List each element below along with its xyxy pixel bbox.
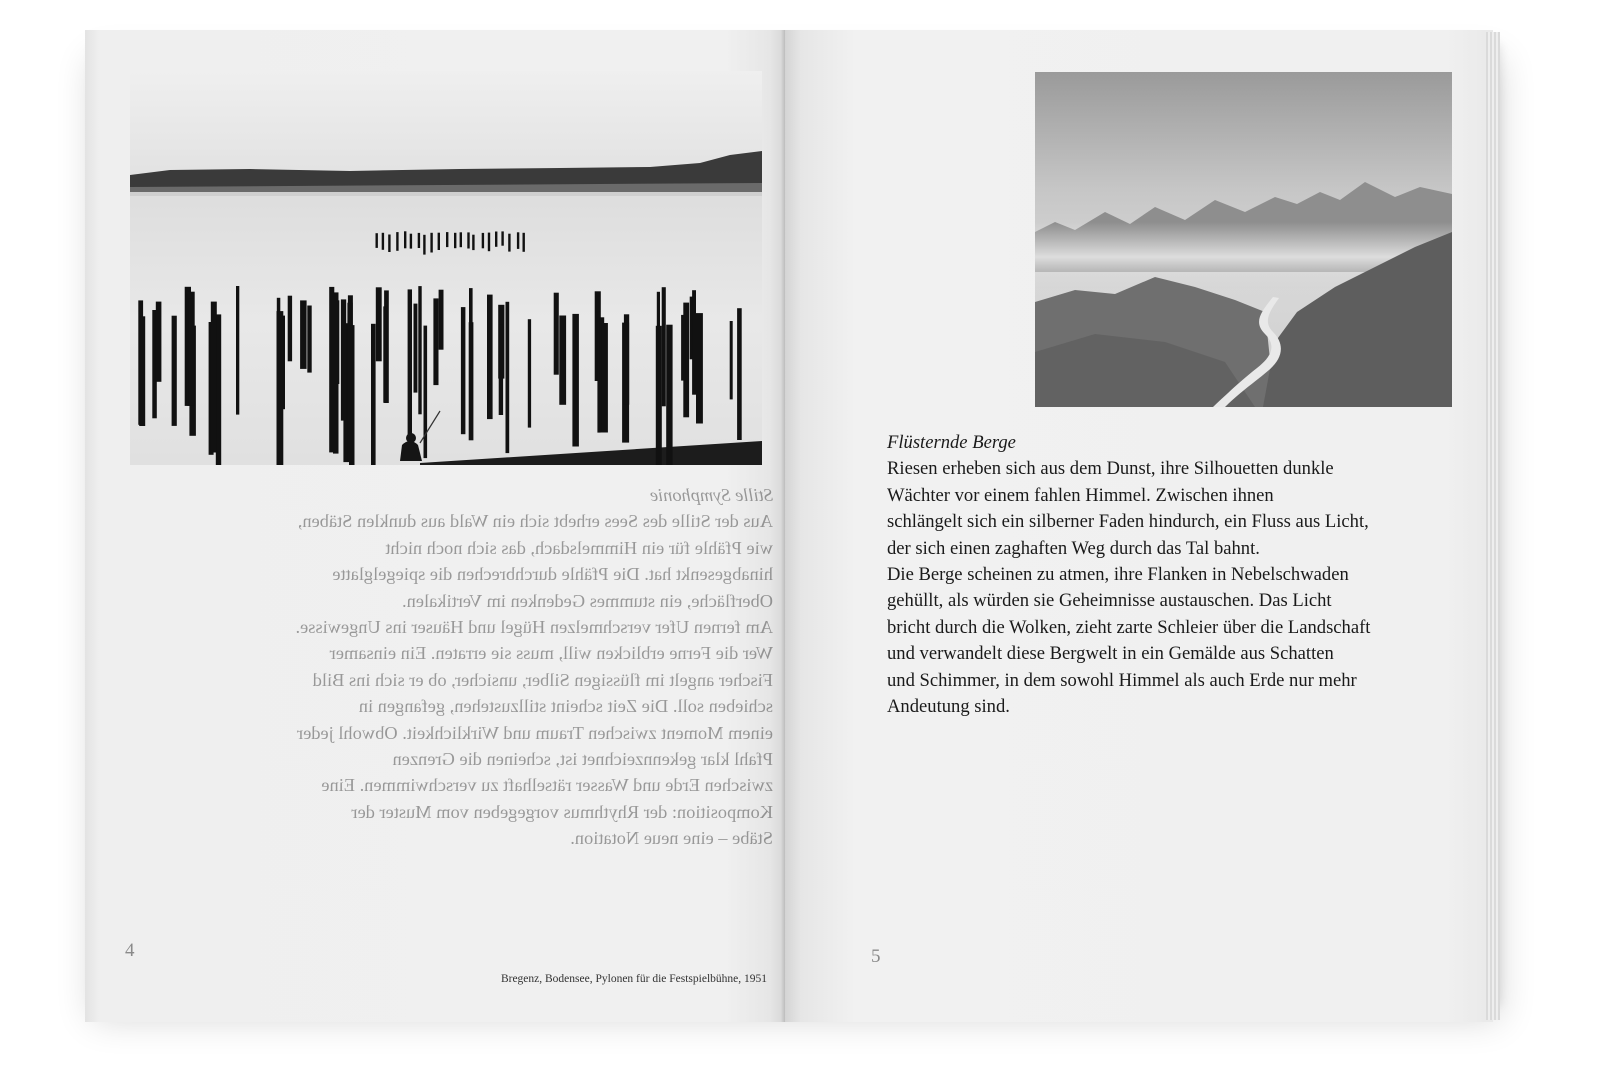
pylon — [439, 290, 444, 350]
pylon — [438, 233, 440, 250]
show-through-line: schieben soll. Die Zeit scheint stillzustehen, gefangen in — [358, 696, 773, 717]
show-through-line: wie Pfähle für ein Himmelsdach, das sich noch nicht — [385, 537, 773, 558]
pylon — [499, 325, 503, 415]
pylon — [172, 316, 177, 426]
pylon — [517, 232, 519, 249]
pylon — [156, 302, 162, 382]
pylon — [681, 315, 686, 381]
pylon — [572, 314, 579, 447]
pylon — [307, 306, 311, 373]
mountain-valley-photo — [1035, 72, 1452, 407]
pylon — [662, 287, 666, 406]
pylon — [495, 232, 497, 247]
pylon — [523, 233, 525, 252]
pylon — [506, 302, 510, 453]
pylon — [696, 313, 703, 423]
show-through-line: Oberfläche, ein stummes Gedenken im Vertikalen. — [402, 590, 773, 611]
page-number-left: 4 — [125, 940, 135, 961]
show-through-line: Aus der Stille des Sees erhebt sich ein Wald aus dunklen Stäben, — [297, 511, 773, 532]
pylon — [211, 302, 217, 453]
pylon — [418, 233, 420, 248]
pylon — [414, 304, 418, 393]
pylon — [472, 235, 474, 250]
left-page — [85, 30, 785, 1022]
pylon — [396, 232, 398, 251]
right-page-text — [887, 430, 1477, 720]
pylon — [333, 292, 339, 453]
body-line: Andeutung sind. — [887, 696, 1010, 718]
pylon — [469, 288, 473, 399]
show-through-line: Komposition: der Rhythmus vorgegeben vom Muster der — [351, 801, 773, 822]
pylon — [410, 234, 412, 249]
pylon — [730, 321, 733, 399]
pylon — [488, 323, 492, 385]
body-line: Die Berge scheinen zu atmen, ihre Flanken in Nebelschwaden — [887, 564, 1349, 586]
pylon — [528, 319, 531, 427]
body-line: bricht durch die Wolken, zieht zarte Schleier über die Landschaft — [887, 616, 1371, 638]
pylon — [482, 233, 484, 248]
pylon — [624, 314, 629, 404]
body-line: gehüllt, als würden sie Geheimnisse austauschen. Das Licht — [887, 590, 1332, 612]
pylon — [277, 311, 284, 465]
pylon — [388, 235, 390, 253]
lake-pylons-image — [130, 71, 762, 465]
body-line: schlängelt sich ein silberner Faden hindurch, ein Fluss aus Licht, — [887, 511, 1369, 533]
pylon — [501, 231, 503, 245]
pylon — [446, 232, 448, 247]
lake-pylons-photo — [130, 71, 762, 465]
pylon — [554, 293, 559, 375]
show-through-title: Stille Symphonie — [649, 485, 773, 505]
pylon — [666, 325, 672, 465]
pylon — [376, 233, 378, 248]
body-line: Wächter vor einem fahlen Himmel. Zwischen ihnen — [887, 484, 1274, 506]
pylon — [349, 325, 355, 465]
show-through-line: einem Moment zwischen Traum und Wirklichkeit. Obwohl jeder — [297, 722, 773, 743]
show-through-line: Am fernen Ufer verschmelzen Hügel und Häuser ins Ungewisse. — [295, 617, 773, 638]
pylon — [404, 231, 406, 248]
show-through-line: hinabgesenkt hat. Die Pfähle durchbrechen die spiegelglatte — [332, 564, 773, 585]
show-through-line: Stäbe – eine neue Notation. — [570, 828, 773, 849]
pylon — [300, 300, 307, 369]
body-line: und verwandelt diese Bergwelt in ein Gemälde aus Schatten — [887, 643, 1334, 665]
show-through-line: zwischen Erde und Wasser rätselhaft zu verschwimmen. Eine — [321, 775, 773, 796]
pylon — [467, 232, 469, 248]
pylon — [656, 326, 662, 465]
pylon — [461, 307, 466, 434]
pylon — [424, 326, 428, 459]
show-through-line: Pfahl klar gekennzeichnet ist, scheinen die Grenzen — [392, 749, 773, 770]
pylon — [433, 298, 438, 385]
photo-caption: Bregenz, Bodensee, Pylonen für die Festspielbühne, 1951 — [500, 973, 767, 985]
body-line: Riesen erheben sich aus dem Dunst, ihre Silhouetten dunkle — [887, 458, 1334, 480]
pylon — [692, 290, 696, 395]
pylon — [460, 232, 462, 247]
body-line: der sich einen zaghaften Weg durch das Tal bahnt. — [887, 537, 1260, 559]
pylon — [601, 323, 608, 433]
body-line: und Schimmer, in dem sowohl Himmel als auch Erde nur mehr — [887, 669, 1357, 691]
pylon — [139, 316, 145, 426]
pylon — [737, 308, 742, 440]
page-number-right: 5 — [871, 946, 881, 967]
pylon — [430, 233, 432, 253]
pylon — [376, 287, 382, 361]
pylon — [371, 324, 376, 465]
pylon — [418, 286, 421, 414]
show-through-line: Wer die Ferne erblicken will, muss sie erraten. Ein einsamer — [329, 643, 773, 664]
pylon — [454, 233, 456, 248]
pylon — [508, 234, 510, 252]
pylon — [382, 233, 384, 250]
page-edges — [1486, 32, 1500, 1020]
show-through-line: Fischer angelt im flüssigen Silber, unsicher, ob er sich ins Bild — [312, 669, 773, 690]
pylon — [488, 233, 490, 252]
show-through-text — [133, 482, 773, 852]
pylon — [341, 299, 346, 420]
pylon — [383, 306, 386, 402]
section-title: Flüsternde Berge — [887, 432, 1016, 453]
pylon — [236, 286, 239, 415]
pylon — [559, 316, 566, 405]
pylon — [288, 296, 292, 362]
pylon — [189, 298, 195, 406]
right-page — [785, 30, 1493, 1022]
pylon — [423, 235, 425, 255]
mountain-valley-image — [1035, 72, 1452, 407]
pylon — [408, 289, 412, 447]
